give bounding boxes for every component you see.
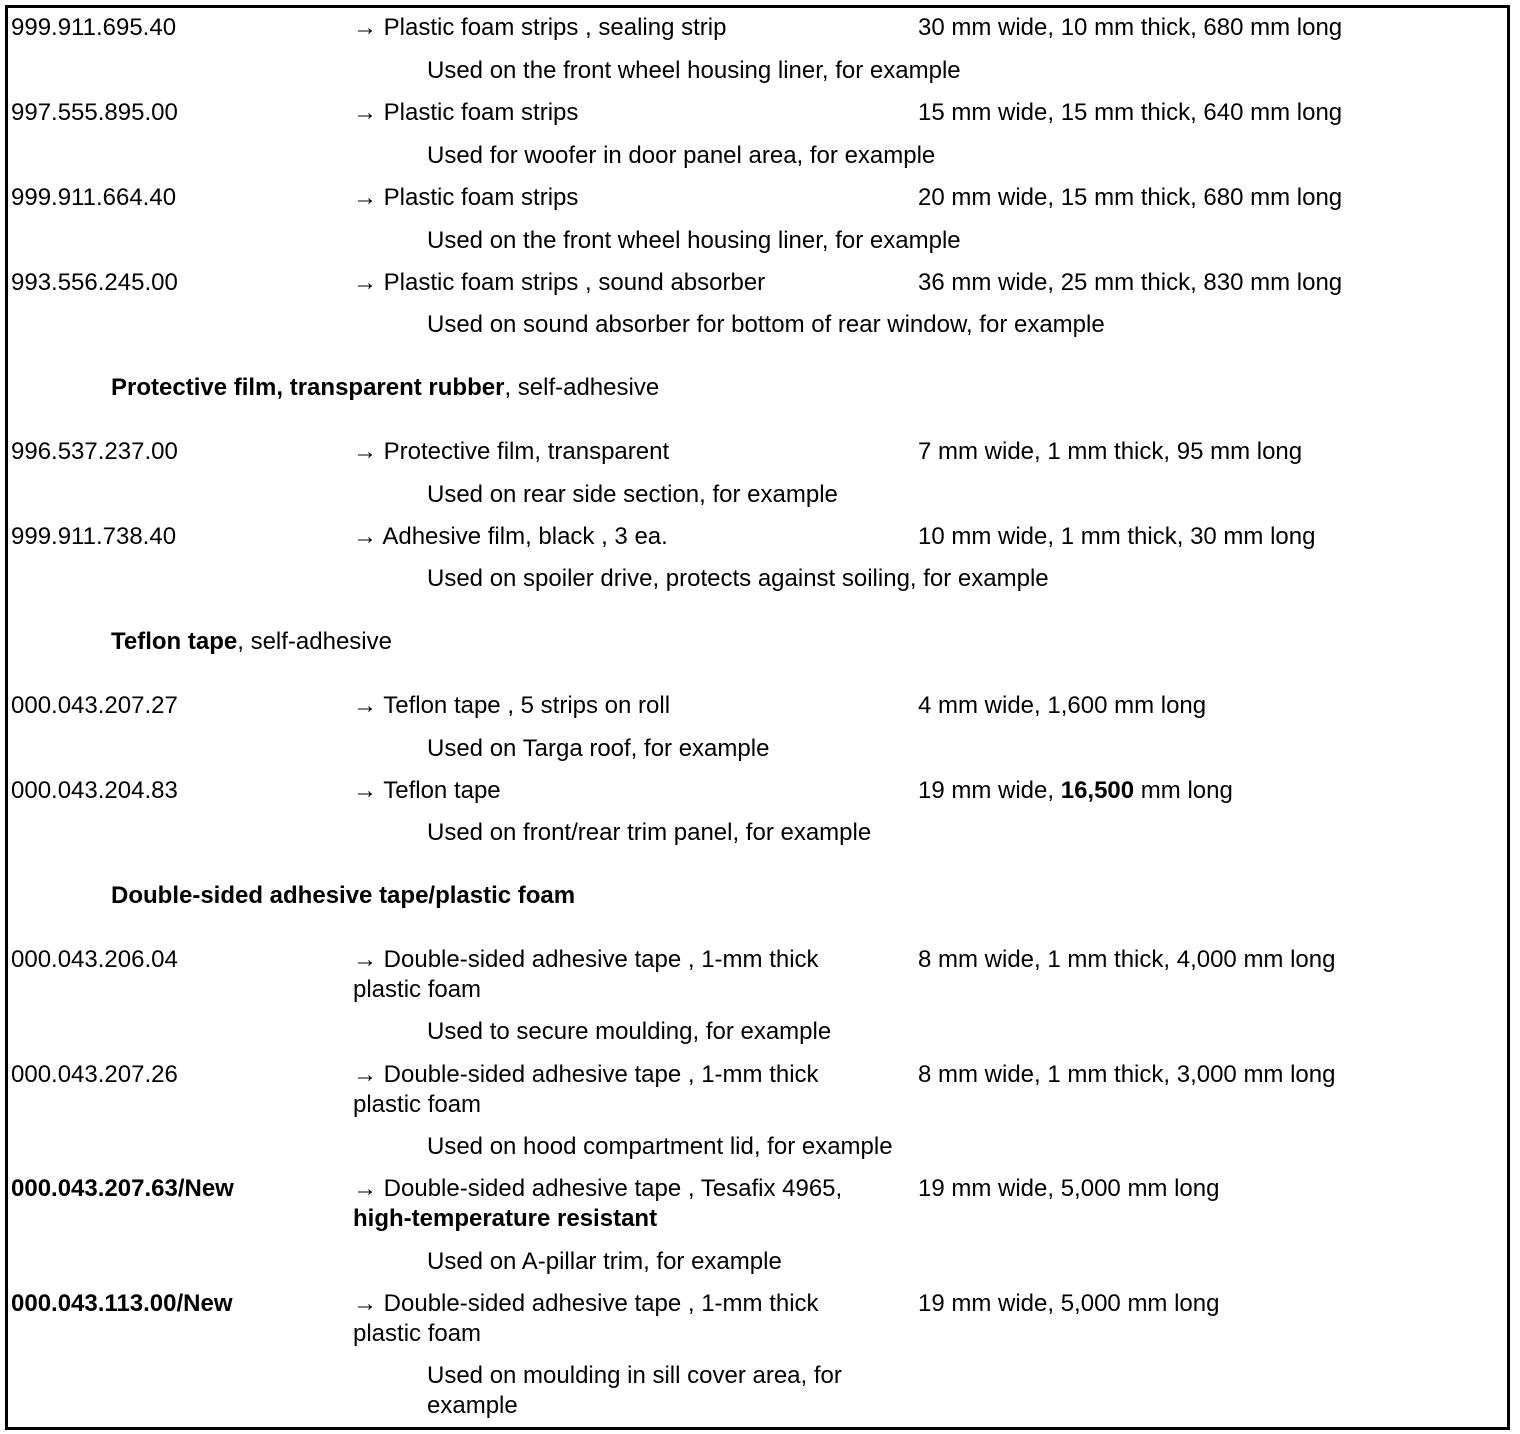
item-dimensions: 4 mm wide, 1,600 mm long	[918, 692, 1207, 719]
usage-note: Used to secure moulding, for example	[427, 1018, 832, 1045]
part-number: 000.043.113.00/New	[11, 1290, 233, 1317]
part-number: 000.043.206.04	[11, 946, 178, 973]
section-heading-rest: , self-adhesive	[504, 374, 660, 401]
usage-note: Used on A-pillar trim, for example	[427, 1248, 782, 1275]
item-description-line2: plastic foam	[353, 1320, 482, 1347]
item-description: → Plastic foam strips	[353, 184, 579, 211]
item-description: → Double-sided adhesive tape , 1-mm thick	[353, 1061, 819, 1088]
section-heading	[111, 881, 575, 911]
part-number: 000.043.207.26	[11, 1061, 178, 1088]
part-number: 000.043.204.83	[11, 777, 178, 804]
section-heading-bold: Teflon tape	[111, 628, 238, 655]
item-dimensions	[918, 776, 1233, 806]
item-dimensions: 30 mm wide, 10 mm thick, 680 mm long	[918, 14, 1343, 41]
item-dimensions: 8 mm wide, 1 mm thick, 3,000 mm long	[918, 1061, 1336, 1088]
item-dimensions: 7 mm wide, 1 mm thick, 95 mm long	[918, 438, 1303, 465]
part-number: 000.043.207.27	[11, 692, 178, 719]
item-description: → Double-sided adhesive tape , Tesafix 4965,	[353, 1175, 843, 1202]
item-dimensions: 10 mm wide, 1 mm thick, 30 mm long	[918, 523, 1316, 550]
part-number: 999.911.664.40	[11, 184, 177, 211]
item-description: → Protective film, transparent	[353, 438, 670, 465]
section-heading-bold: Protective film, transparent rubber	[111, 374, 505, 401]
item-dimensions: 15 mm wide, 15 mm thick, 640 mm long	[918, 99, 1343, 126]
item-description: → Plastic foam strips	[353, 99, 579, 126]
section-heading-bold: Double-sided adhesive tape/plastic foam	[111, 882, 576, 909]
dims-highlight: 16,500	[1060, 777, 1135, 804]
part-number: 999.911.738.40	[11, 523, 177, 550]
usage-note: Used on Targa roof, for example	[427, 735, 770, 762]
usage-note: Used on hood compartment lid, for example	[427, 1133, 893, 1160]
part-number: 999.911.695.40	[11, 14, 177, 41]
section-heading-rest: , self-adhesive	[237, 628, 392, 655]
dims-suffix: mm long	[1134, 777, 1233, 804]
item-dimensions: 8 mm wide, 1 mm thick, 4,000 mm long	[918, 946, 1336, 973]
item-description: → Teflon tape	[353, 777, 501, 804]
item-description: → Double-sided adhesive tape , 1-mm thick	[353, 946, 819, 973]
usage-note: Used on the front wheel housing liner, for example	[427, 57, 961, 84]
item-dimensions: 20 mm wide, 15 mm thick, 680 mm long	[918, 184, 1343, 211]
usage-note: Used on front/rear trim panel, for example	[427, 819, 872, 846]
document-frame	[5, 5, 1510, 1430]
part-number: 993.556.245.00	[11, 269, 178, 296]
usage-note: Used on spoiler drive, protects against soiling, for example	[427, 565, 1049, 592]
item-dimensions: 36 mm wide, 25 mm thick, 830 mm long	[918, 269, 1343, 296]
usage-note: Used for woofer in door panel area, for example	[427, 142, 936, 169]
item-description-line2: plastic foam	[353, 976, 482, 1003]
usage-note-line2: example	[427, 1392, 518, 1419]
part-number: 997.555.895.00	[11, 99, 178, 126]
usage-note: Used on moulding in sill cover area, for	[427, 1362, 842, 1389]
item-dimensions: 19 mm wide, 5,000 mm long	[918, 1290, 1220, 1317]
item-description-line2: plastic foam	[353, 1091, 482, 1118]
item-dimensions: 19 mm wide, 5,000 mm long	[918, 1175, 1220, 1202]
usage-note: Used on the front wheel housing liner, for example	[427, 227, 961, 254]
part-number: 996.537.237.00	[11, 438, 178, 465]
item-description: → Teflon tape , 5 strips on roll	[353, 692, 671, 719]
section-heading	[111, 627, 392, 657]
usage-note: Used on rear side section, for example	[427, 481, 838, 508]
section-heading	[111, 373, 659, 403]
usage-note: Used on sound absorber for bottom of rear window, for example	[427, 311, 1105, 338]
part-number: 000.043.207.63/New	[11, 1175, 234, 1202]
item-description: → Plastic foam strips , sealing strip	[353, 14, 727, 41]
item-description: → Plastic foam strips , sound absorber	[353, 269, 766, 296]
item-description-line2: high-temperature resistant	[353, 1205, 658, 1232]
item-description: → Double-sided adhesive tape , 1-mm thick	[353, 1290, 819, 1317]
item-description: → Adhesive film, black , 3 ea.	[353, 523, 668, 550]
dims-prefix: 19 mm wide,	[918, 777, 1061, 804]
